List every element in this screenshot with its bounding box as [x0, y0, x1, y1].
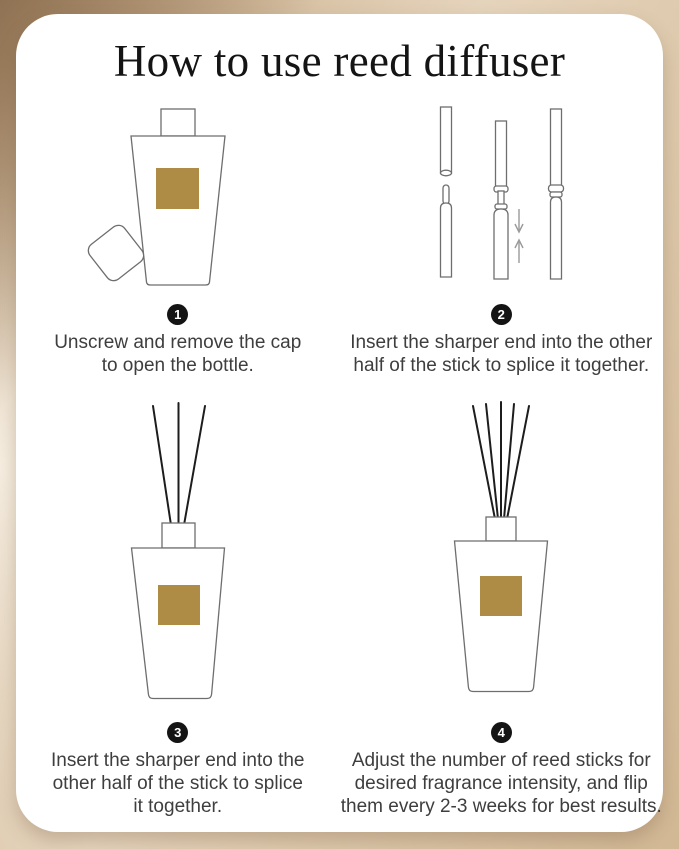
bottle-label — [480, 576, 522, 616]
bottle-body — [131, 136, 225, 285]
bottle-label — [158, 585, 200, 625]
step-number-badge: 4 — [491, 722, 512, 743]
step-number-badge: 2 — [491, 304, 512, 325]
bottle-cap-icon — [85, 222, 147, 284]
diffuser-3-reeds-icon — [58, 399, 298, 714]
step-number-badge: 3 — [167, 722, 188, 743]
reed-splicing-icon — [351, 101, 651, 296]
step-4-panel — [340, 399, 664, 818]
reed-spliced — [549, 109, 564, 279]
step-caption: Insert the sharper end into the other half of the stick to splice it together. — [51, 749, 305, 817]
reed-halves-joining — [494, 121, 508, 279]
page-title: How to use reed diffuser — [113, 36, 566, 86]
instruction-card — [16, 14, 663, 832]
reed-sticks — [473, 402, 529, 519]
step-3-panel — [16, 399, 340, 818]
reed-sticks — [153, 403, 205, 525]
reed-halves-separated — [441, 107, 452, 277]
step-2-panel — [340, 101, 664, 377]
reed-splicing-illustration — [351, 101, 651, 296]
open-bottle-illustration — [28, 101, 328, 296]
bottle-neck — [486, 517, 516, 541]
open-bottle-icon — [28, 101, 328, 296]
step-caption: Adjust the number of reed sticks for desired fragrance intensity, and flip them every 2-3 weeks for best results. — [340, 749, 662, 817]
diffuser-5-reeds-icon — [381, 399, 621, 714]
step-caption: Unscrew and remove the cap to open the bottle. — [54, 331, 302, 376]
bottle-body — [455, 541, 548, 692]
step-caption: Insert the sharper end into the other half of the stick to splice it together. — [350, 331, 653, 376]
step-number-badge: 1 — [167, 304, 188, 325]
arrow-up-icon — [515, 240, 523, 263]
arrow-down-icon — [515, 209, 523, 232]
bottle-neck — [161, 109, 195, 136]
step-1-panel — [16, 101, 340, 377]
diffuser-3-reeds-illustration — [58, 399, 298, 714]
steps-grid — [16, 101, 663, 818]
bottle-neck — [162, 523, 195, 548]
diffuser-5-reeds-illustration — [381, 399, 621, 714]
bottle-label — [156, 168, 199, 209]
